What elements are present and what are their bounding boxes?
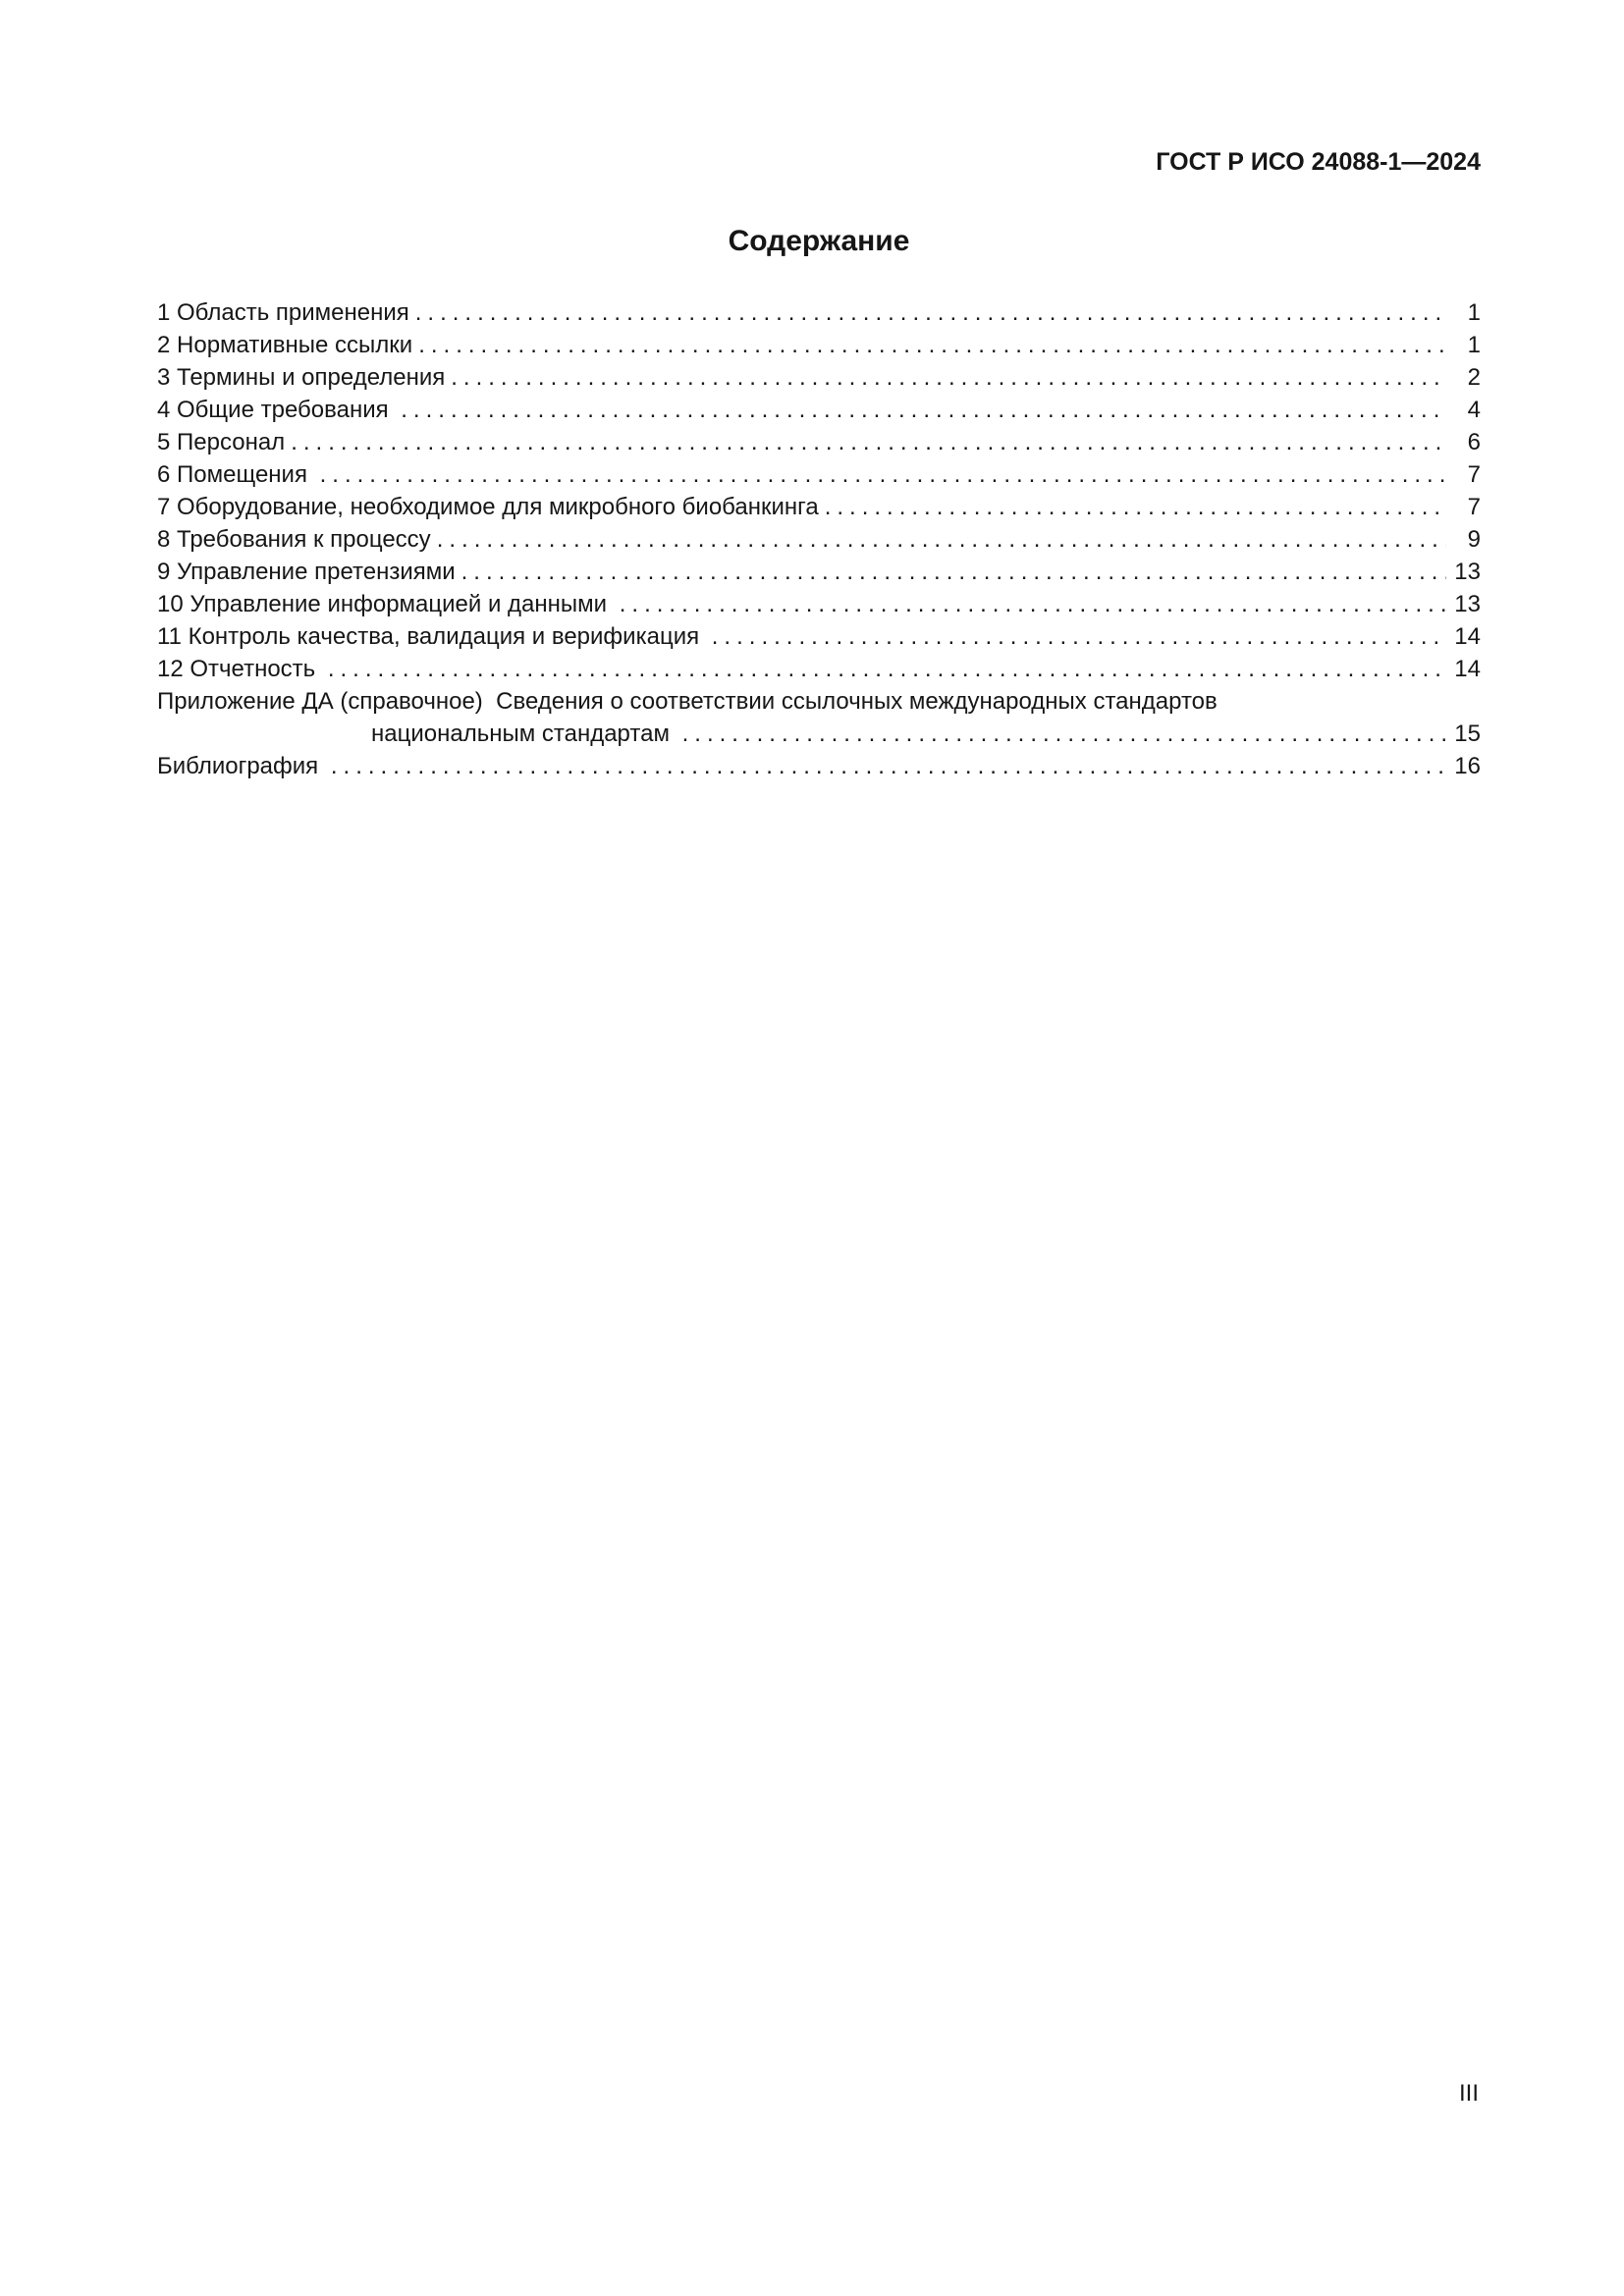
toc-page-number: 14 [1454, 656, 1481, 682]
dot-leader [320, 458, 1446, 491]
toc-entry-label: 5 Персонал [157, 429, 286, 455]
dot-leader [418, 329, 1446, 361]
dot-leader [401, 394, 1446, 426]
toc-entry [157, 329, 1481, 361]
toc-entry [157, 588, 1481, 620]
dot-leader [291, 426, 1446, 458]
toc-entry-label: 8 Требования к процессу [157, 526, 431, 553]
document-header [157, 147, 1481, 177]
page-title: Содержание [728, 225, 910, 257]
toc-entry-label: 10 Управление информацией и данными [157, 591, 614, 617]
dot-leader [415, 296, 1446, 329]
document-number: ГОСТ Р ИСО 24088-1—2024 [1156, 148, 1481, 176]
toc-entry-label: 1 Область применения [157, 299, 409, 326]
dot-leader [682, 718, 1446, 750]
page-number: III [1458, 2080, 1479, 2107]
toc-page-number: 4 [1467, 397, 1481, 423]
toc-page-number: 7 [1467, 461, 1481, 488]
toc-page-number: 2 [1467, 364, 1481, 391]
toc-page-number: 13 [1454, 559, 1481, 585]
toc-page-number: 1 [1467, 332, 1481, 358]
toc-entry-label: 4 Общие требования [157, 397, 396, 423]
toc-page-number: 6 [1467, 429, 1481, 455]
toc-entry [157, 491, 1481, 523]
toc-entry-label: национальным стандартам [371, 721, 677, 747]
dot-leader [451, 361, 1446, 394]
dot-leader [331, 750, 1446, 782]
toc-entry [157, 620, 1481, 653]
toc-entry [157, 523, 1481, 556]
toc-entry-continuation [157, 718, 1481, 750]
toc-page-number: 14 [1454, 623, 1481, 650]
page-footer [1459, 2079, 1479, 2109]
toc-page-number: 13 [1454, 591, 1481, 617]
dot-leader [328, 653, 1446, 685]
toc-entry-label: Приложение ДА (справочное) Сведения о соответствии ссылочных международных стандартов [157, 688, 1218, 715]
dot-leader [620, 588, 1446, 620]
toc-entry-label: 11 Контроль качества, валидация и верификация [157, 623, 706, 650]
toc-entry [157, 653, 1481, 685]
toc-entry [157, 685, 1481, 718]
toc-entry [157, 556, 1481, 588]
toc-page-number: 9 [1467, 526, 1481, 553]
toc-entry [157, 296, 1481, 329]
toc-entry-label: Библиография [157, 753, 325, 779]
toc-entry [157, 394, 1481, 426]
toc-page-number: 7 [1467, 494, 1481, 520]
toc-entry-label: 12 Отчетность [157, 656, 322, 682]
toc-entry-label: 7 Оборудование, необходимое для микробного биобанкинга [157, 494, 819, 520]
table-of-contents [157, 296, 1481, 782]
toc-entry-label: 3 Термины и определения [157, 364, 446, 391]
toc-entry [157, 750, 1481, 782]
toc-entry [157, 426, 1481, 458]
toc-entry-label: 2 Нормативные ссылки [157, 332, 413, 358]
toc-entry-label: 9 Управление претензиями [157, 559, 456, 585]
toc-page-number: 16 [1454, 753, 1481, 779]
dot-leader [437, 523, 1446, 556]
toc-entry-label: 6 Помещения [157, 461, 314, 488]
dot-leader [461, 556, 1446, 588]
toc-page-number: 1 [1467, 299, 1481, 326]
dot-leader [825, 491, 1446, 523]
toc-page-number: 15 [1454, 721, 1481, 747]
dot-leader [712, 620, 1446, 653]
toc-entry [157, 458, 1481, 491]
toc-entry [157, 361, 1481, 394]
